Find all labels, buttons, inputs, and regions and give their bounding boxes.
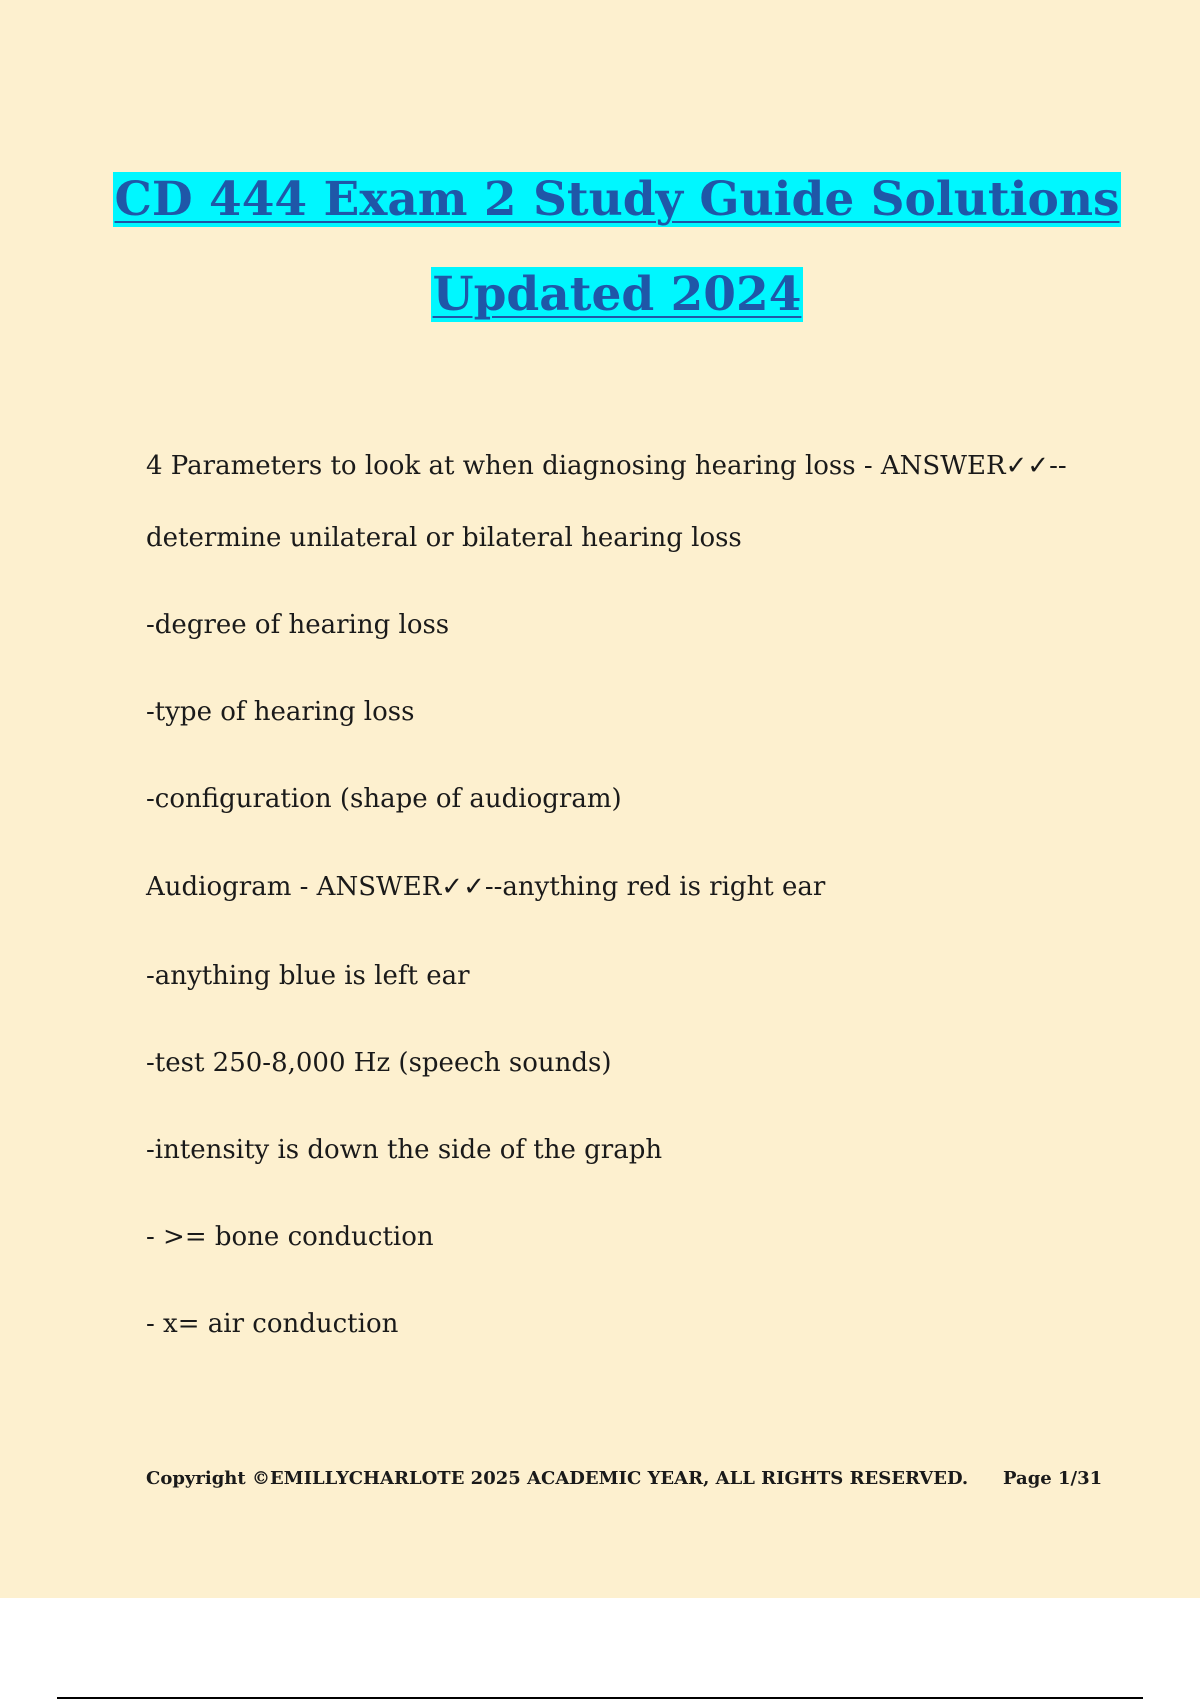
- answer-2-line-5: - x= air conduction: [146, 1309, 399, 1339]
- bottom-divider: [57, 1697, 1143, 1699]
- answer-1-line-2: -degree of hearing loss: [146, 610, 450, 640]
- question-1-prompt: 4 Parameters to look at when diagnosing hearing loss - ANSWER✓✓--: [146, 451, 1067, 481]
- answer-2-line-2: -test 250-8,000 Hz (speech sounds): [146, 1048, 612, 1078]
- title-line-1: [0, 170, 1200, 230]
- answer-1-line-3: -type of hearing loss: [146, 697, 415, 727]
- title-text-1: CD 444 Exam 2 Study Guide Solutions: [114, 172, 1120, 227]
- answer-1-line-4: -configuration (shape of audiogram): [146, 784, 622, 814]
- answer-1-line-1: determine unilateral or bilateral hearing loss: [146, 523, 742, 553]
- title-text-2: Updated 2024: [432, 267, 802, 322]
- answer-2-line-1: -anything blue is left ear: [146, 961, 470, 991]
- copyright-footer: Copyright ©EMILLYCHARLOTE 2025 ACADEMIC YEAR, ALL RIGHTS RESERVED.: [146, 1468, 969, 1489]
- answer-2-line-4: - >= bone conduction: [146, 1222, 434, 1252]
- title-line-2: [0, 265, 1200, 325]
- answer-2-line-3: -intensity is down the side of the graph: [146, 1135, 663, 1165]
- page-number: Page 1/31: [1003, 1468, 1103, 1489]
- question-2-prompt: Audiogram - ANSWER✓✓--anything red is right ear: [146, 872, 826, 902]
